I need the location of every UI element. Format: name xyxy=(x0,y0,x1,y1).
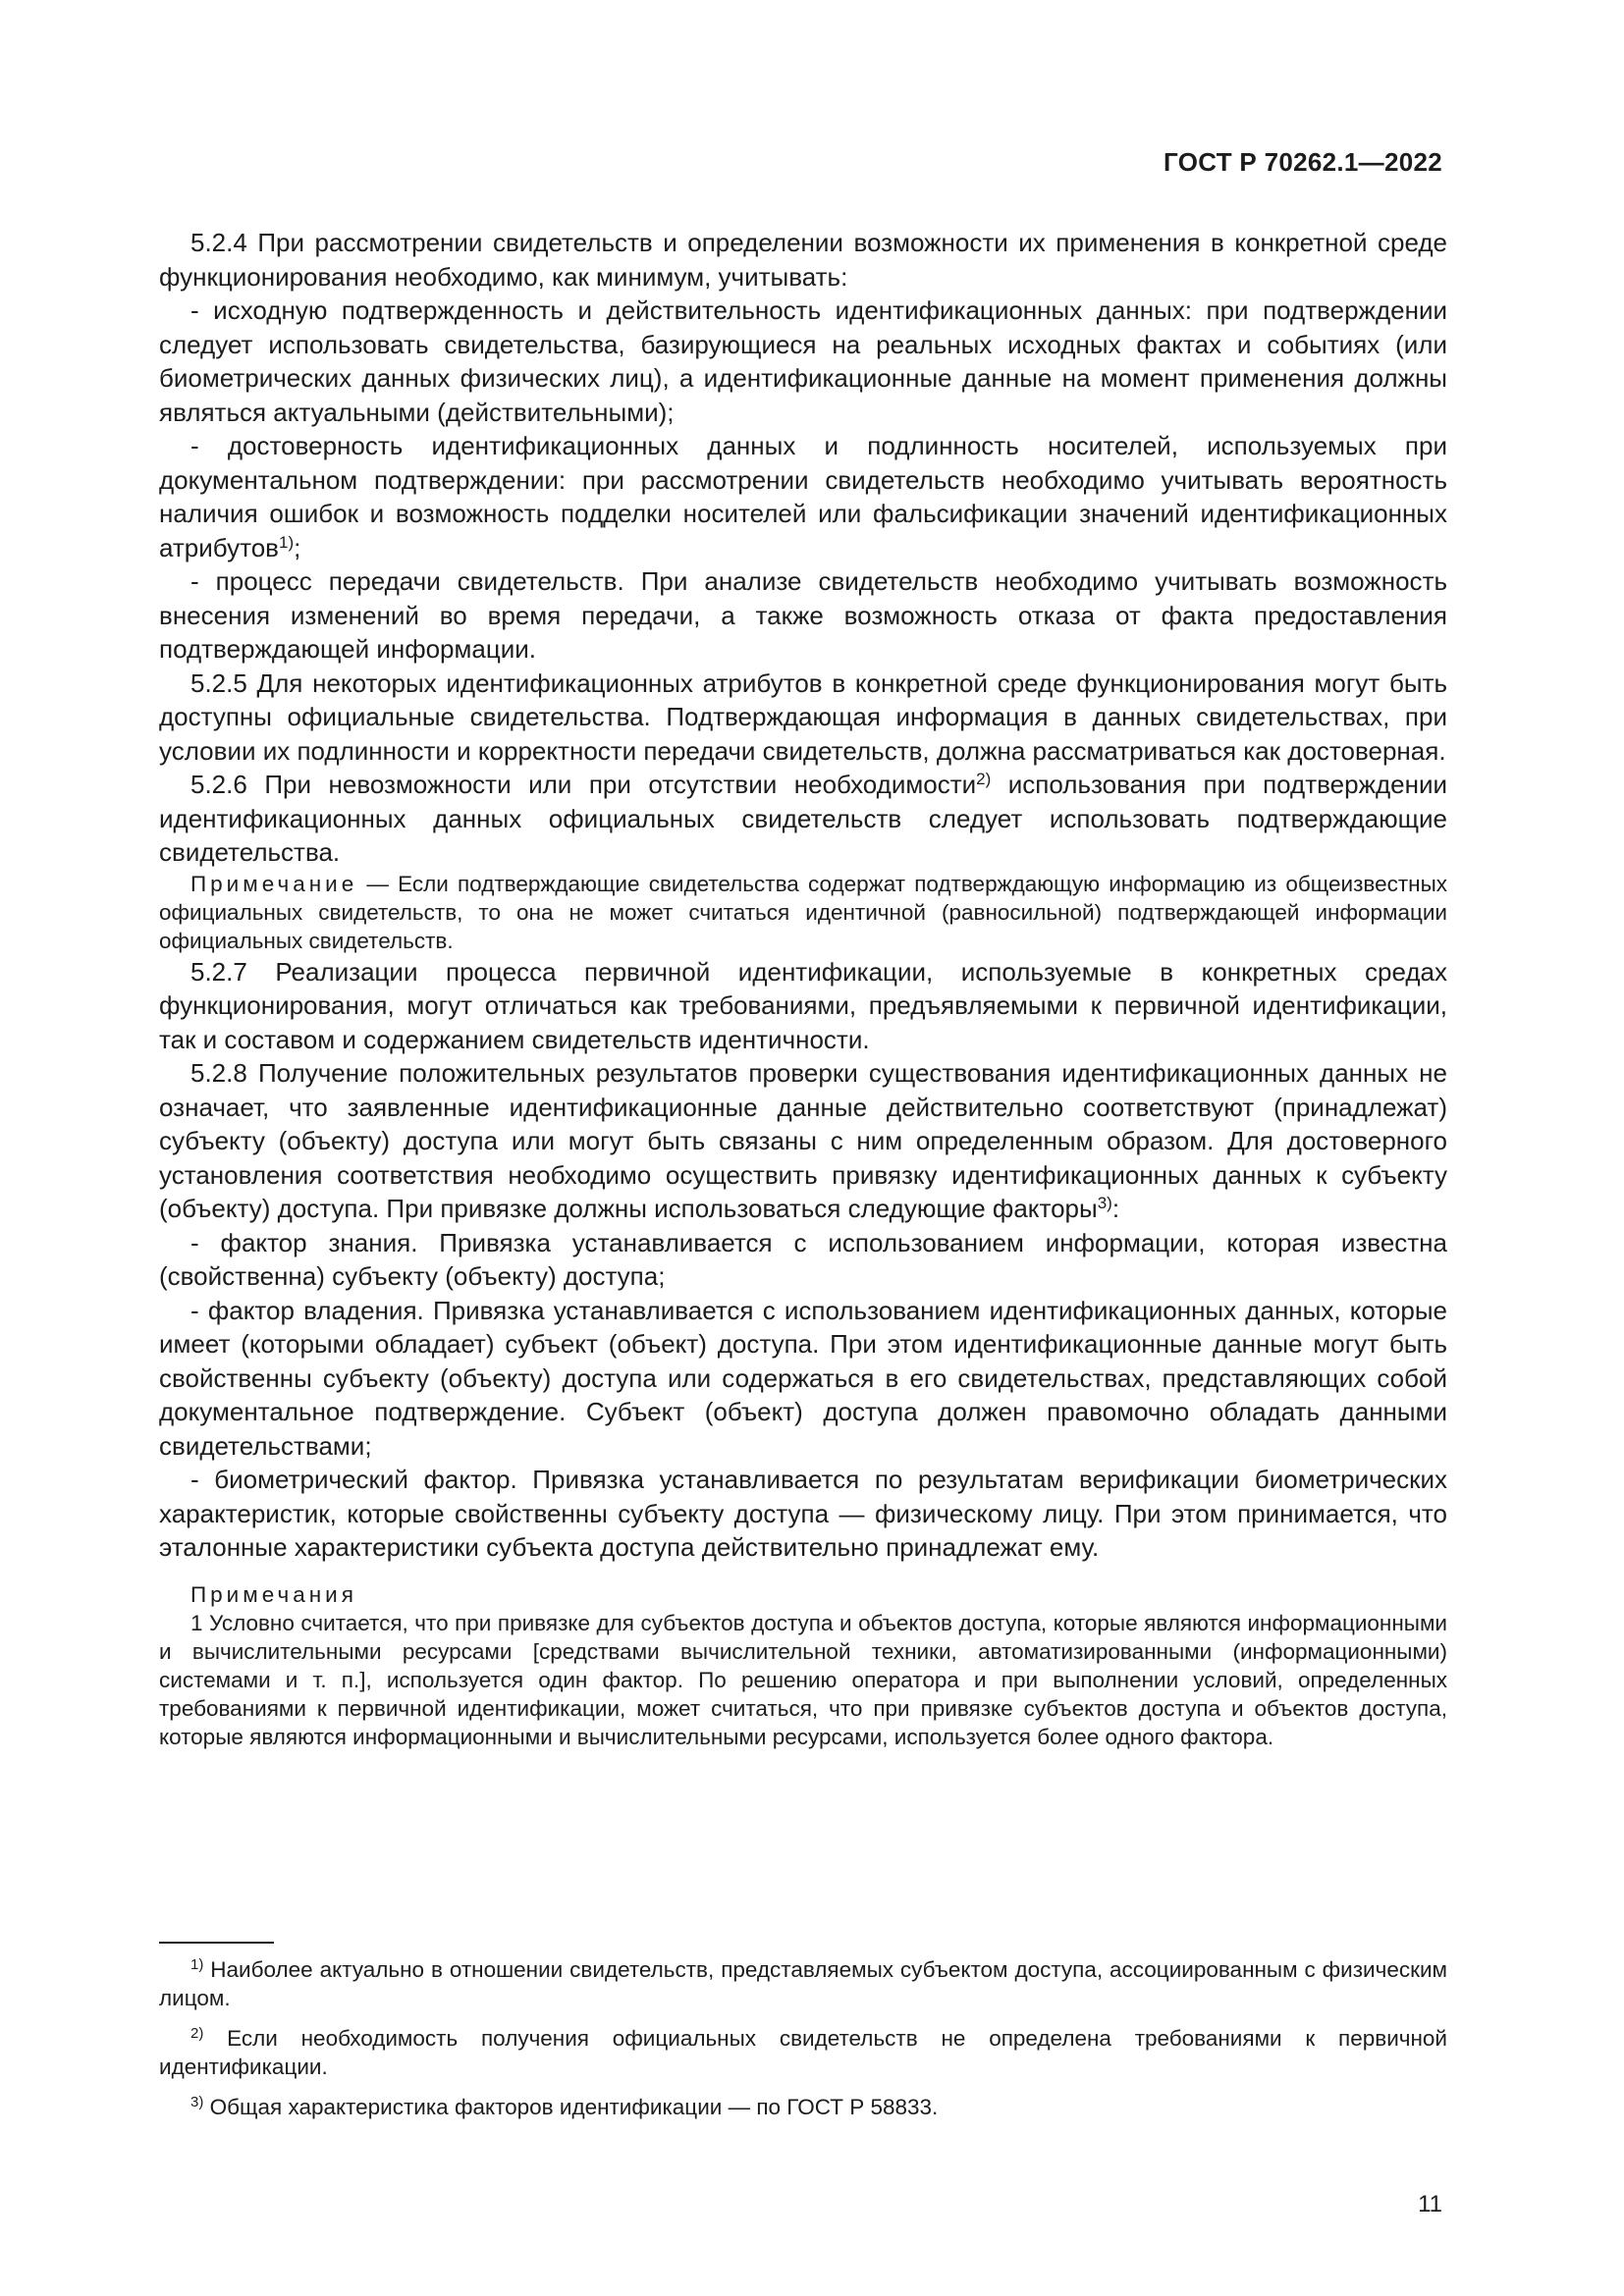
paragraph-5-2-7: 5.2.7 Реализации процесса первичной идентификации, используемые в конкретных средах функционирования, могут отличаться как требованиями, предъявляемыми к первичной идентификации, так и составом и содержанием свидетельств идентичности. xyxy=(159,956,1447,1054)
list-item-authenticity-tail: ; xyxy=(294,532,301,562)
paragraph-5-2-6 xyxy=(159,768,1447,870)
notes-title: Примечания xyxy=(190,1581,357,1607)
paragraph-5-2-6-start: 5.2.6 При невозможности или при отсутствии необходимости xyxy=(190,770,977,799)
paragraph-5-2-8 xyxy=(159,1056,1447,1226)
footnote-separator xyxy=(159,1942,274,1944)
footnote-mark-2: 2) xyxy=(190,2025,204,2042)
paragraph-5-2-6-end: использования при подтверждении идентификационных данных официальных свидетельств следует использовать подтверждающие свидетельства. xyxy=(159,770,1447,867)
list-item-identity-validity: - исходную подтвержденность и действительность идентификационных данных: при подтверждении следует использовать свидетельства, базирующиеся на реальных исходных фактах и событиях (или биометрических данных физических лиц), а идентификационные данные на момент применения должны являться актуальными (действительными); xyxy=(159,295,1447,427)
footnote-mark-3: 3) xyxy=(190,2094,204,2110)
main-text xyxy=(159,226,1447,1751)
list-item-possession-factor: - фактор владения. Привязка устанавливается с использованием идентификационных данных, которые имеет (которыми обладает) субъект (объект) доступа. При этом идентификационные данные могут быть свойственны субъекту (объекту) доступа или содержаться в его свидетельствах, представляющих собой документальное подтверждение. Субъект (объект) доступа должен правомочно обладать данными свидетельствами; xyxy=(159,1295,1447,1461)
document-code-header: ГОСТ Р 70262.1—2022 xyxy=(1164,147,1442,177)
paragraph-5-2-5: 5.2.5 Для некоторых идентификационных атрибутов в конкретной среде функционирования могут быть доступны официальные свидетельства. Подтверждающая информация в данных свидетельствах, при условии их подлинности и корректности передачи свидетельств, должна рассматриваться как достоверная. xyxy=(159,667,1447,766)
list-item-authenticity xyxy=(159,429,1447,564)
page-number: 11 xyxy=(1418,2191,1442,2217)
notes-section xyxy=(159,1580,1447,1751)
note-label: Примечание xyxy=(190,871,358,896)
list-item-knowledge-factor: - фактор знания. Привязка устанавливается с использованием информации, которая известна (свойственна) субъекту (объекту) доступа; xyxy=(159,1227,1447,1291)
footnote-ref-2[interactable]: 2) xyxy=(976,770,992,788)
paragraph-5-2-8-text: 5.2.8 Получение положительных результатов проверки существования идентификационных данных не означает, что заявленные идентификационные данные действительно соответствуют (принадлежат) субъекту (объекту) доступа или могут быть связаны с ним определенным образом. Для достоверного установления соответствия необходимо осуществить привязку идентификационных данных к субъекту (объекту) доступа. При привязке должны использоваться следующие факторы xyxy=(159,1058,1447,1223)
note-text: — Если подтверждающие свидетельства содержат подтверждающую информацию из общеизвестных официальных свидетельств, то она не может считаться идентичной (равносильной) подтверждающей информации официальных свидетельств. xyxy=(159,871,1447,953)
list-item-authenticity-text: - достоверность идентификационных данных и подлинность носителей, используемых при документальном подтверждении: при рассмотрении свидетельств необходимо учитывать вероятность наличия ошибок и возможность подделки носителей или фальсификации значений идентификационных атрибутов xyxy=(159,431,1447,562)
footnote-3 xyxy=(159,2093,1447,2121)
footnote-2 xyxy=(159,2024,1447,2081)
footnote-mark-1: 1) xyxy=(190,1956,204,1973)
footnote-text-3: Общая характеристика факторов идентификации — по ГОСТ Р 58833. xyxy=(203,2095,939,2119)
footnote-1 xyxy=(159,1955,1447,2012)
paragraph-5-2-8-tail: : xyxy=(1111,1194,1120,1223)
paragraph-5-2-4: 5.2.4 При рассмотрении свидетельств и определении возможности их применения в конкретной среде функционирования необходимо, как минимум, учитывать: xyxy=(159,228,1447,292)
note-item-1: 1 Условно считается, что при привязке для субъектов доступа и объектов доступа, которые являются информационными и вычислительными ресурсами [средствами вычислительной техники, автоматизированными (информационными) системами и т. п.], используется один фактор. По решению оператора и при выполнении условий, определенных требованиями к первичной идентификации, может считаться, что при привязке субъектов доступа и объектов доступа, которые являются информационными и вычислительными ресурсами, используется более одного фактора. xyxy=(159,1610,1447,1749)
note-5-2-6 xyxy=(159,870,1447,955)
list-item-transfer: - процесс передачи свидетельств. При анализе свидетельств необходимо учитывать возможность внесения изменений во время передачи, а также возможность отказа от факта предоставления подтверждающей информации. xyxy=(159,566,1447,664)
footnote-ref-3[interactable]: 3) xyxy=(1097,1194,1112,1212)
footnote-text-1: Наиболее актуально в отношении свидетельств, представляемых субъектом доступа, ассоциированным с физическим лицом. xyxy=(159,1957,1447,2010)
list-item-biometric-factor: - биометрический фактор. Привязка устанавливается по результатам верификации биометрических характеристик, которые свойственны субъекту доступа — физическому лицу. При этом принимается, что эталонные характеристики субъекта доступа действительно принадлежат ему. xyxy=(159,1465,1447,1562)
footnote-text-2: Если необходимость получения официальных свидетельств не определена требованиями к первичной идентификации. xyxy=(159,2026,1447,2079)
footnotes xyxy=(159,1955,1447,2133)
footnote-ref-1[interactable]: 1) xyxy=(279,532,295,552)
